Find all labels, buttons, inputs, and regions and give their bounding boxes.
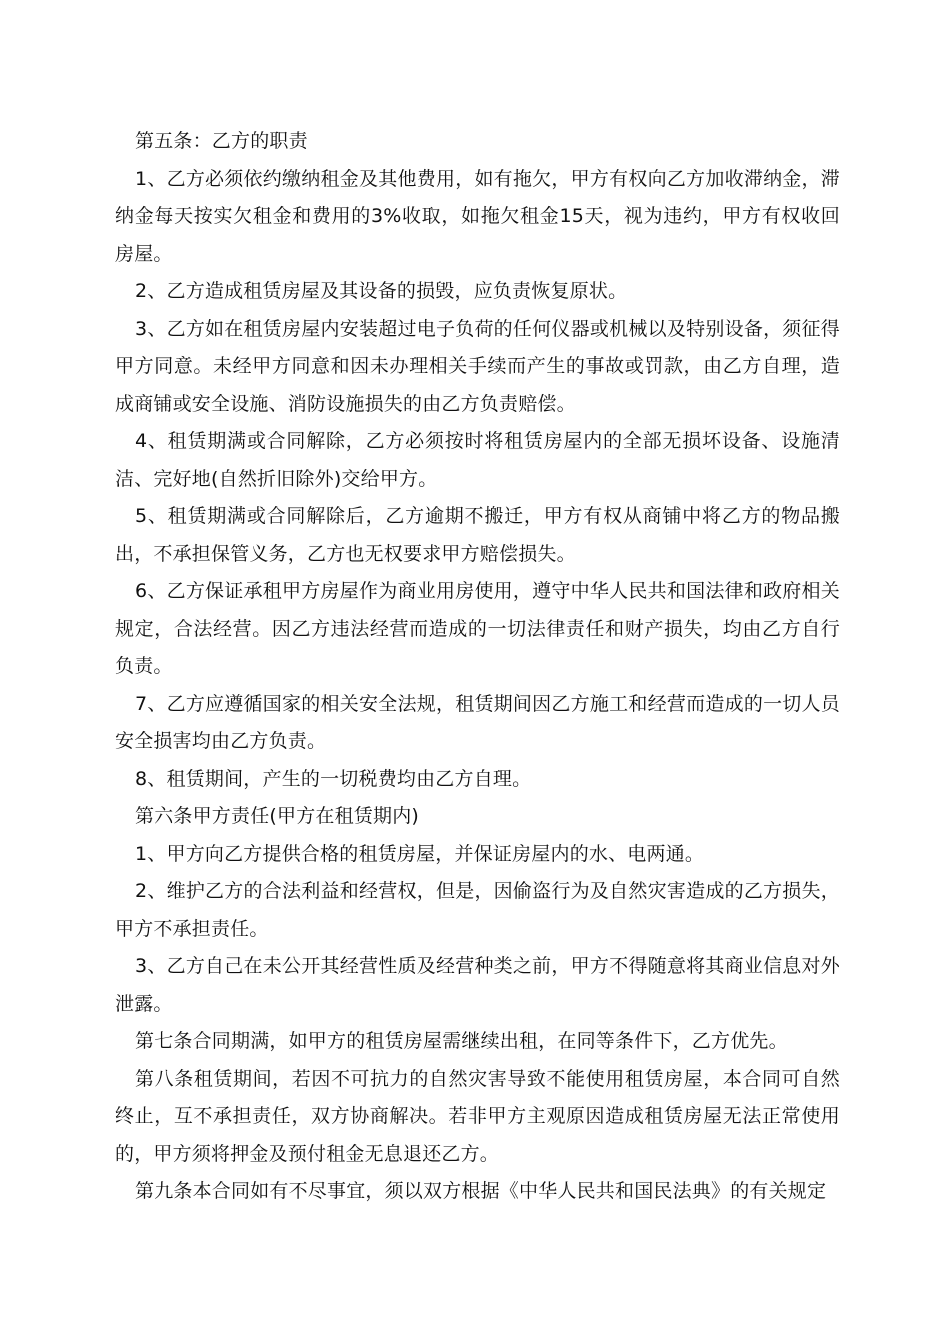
article-5-clause-4: 4、租赁期满或合同解除，乙方必须按时将租赁房屋内的全部无损坏设备、设施清洁、完好地(自然折旧除外)交给甲方。	[115, 430, 840, 490]
article-5-clause-1: 1、乙方必须依约缴纳租金及其他费用，如有拖欠，甲方有权向乙方加收滞纳金，滞纳金每天按实欠租金和费用的3%收取，如拖欠租金15天，视为违约，甲方有权收回房屋。	[115, 167, 840, 265]
article-5-clause-3: 3、乙方如在租赁房屋内安装超过电子负荷的任何仪器或机械以及特别设备，须征得甲方同意。未经甲方同意和因未办理相关手续而产生的事故或罚款，由乙方自理，造成商铺或安全设施、消防设施损失的由乙方负责赔偿。	[115, 317, 840, 415]
article-7: 第七条合同期满，如甲方的租赁房屋需继续出租，在同等条件下，乙方优先。	[135, 1030, 788, 1052]
document-body	[115, 123, 840, 1211]
article-6-clause-1: 1、甲方向乙方提供合格的租赁房屋，并保证房屋内的水、电两通。	[135, 842, 705, 865]
article-9: 第九条本合同如有不尽事宜，须以双方根据《中华人民共和国民法典》的有关规定	[135, 1180, 827, 1202]
article-6-clause-2: 2、维护乙方的合法利益和经营权，但是，因偷盗行为及自然灾害造成的乙方损失，甲方不承担责任。	[115, 880, 840, 940]
article-6-heading: 第六条甲方责任(甲方在租赁期内)	[135, 805, 420, 827]
article-5-clause-7: 7、乙方应遵循国家的相关安全法规，租赁期间因乙方施工和经营而造成的一切人员安全损害均由乙方负责。	[115, 692, 840, 752]
article-5-clause-8: 8、租赁期间，产生的一切税费均由乙方自理。	[135, 767, 532, 790]
article-5-clause-5: 5、租赁期满或合同解除后，乙方逾期不搬迁，甲方有权从商铺中将乙方的物品搬出，不承担保管义务，乙方也无权要求甲方赔偿损失。	[115, 505, 840, 565]
article-5-clause-6: 6、乙方保证承租甲方房屋作为商业用房使用，遵守中华人民共和国法律和政府相关规定，合法经营。因乙方违法经营而造成的一切法律责任和财产损失，均由乙方自行负责。	[115, 580, 840, 677]
article-5-clause-2: 2、乙方造成租赁房屋及其设备的损毁，应负责恢复原状。	[135, 280, 628, 302]
article-6-clause-3: 3、乙方自己在未公开其经营性质及经营种类之前，甲方不得随意将其商业信息对外泄露。	[115, 955, 840, 1015]
article-8: 第八条租赁期间，若因不可抗力的自然灾害导致不能使用租赁房屋，本合同可自然终止，互不承担责任，双方协商解决。若非甲方主观原因造成租赁房屋无法正常使用的，甲方须将押金及预付租金无息退还乙方。	[115, 1067, 840, 1165]
article-5-heading: 第五条：乙方的职责	[135, 130, 308, 152]
